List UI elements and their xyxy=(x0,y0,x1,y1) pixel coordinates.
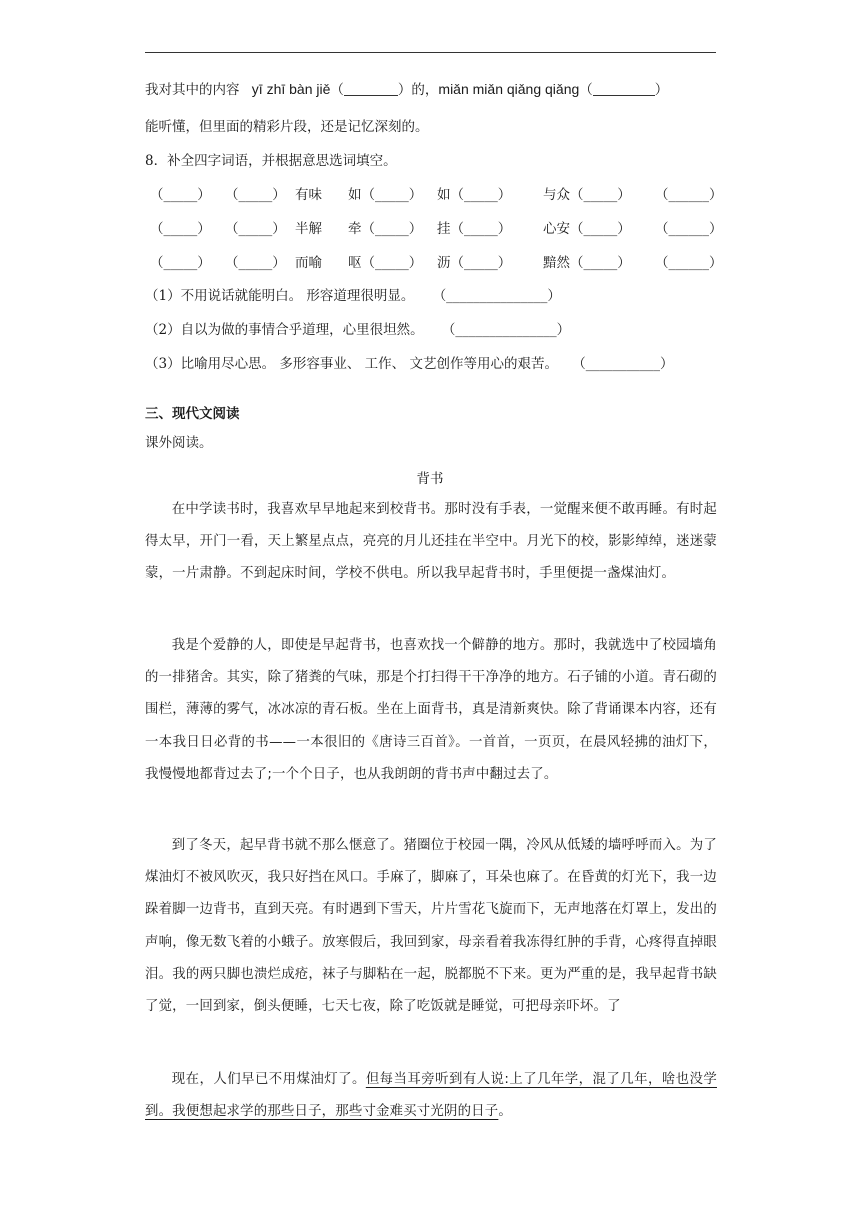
article-paragraph-4 xyxy=(145,1064,717,1128)
grid-cell[interactable]: 如（_____） xyxy=(348,187,423,203)
grid-cell[interactable]: （______） xyxy=(655,255,723,271)
item-text: （3）比喻用尽心思。 多形容事业、 工作、 文艺创作等用心的艰苦。 xyxy=(145,356,558,372)
grid-cell[interactable]: 沥（_____） xyxy=(437,255,512,271)
answer-blank-1[interactable] xyxy=(344,81,398,96)
pinyin-1: yī zhī bàn jiě xyxy=(251,81,331,97)
grid-cell[interactable]: 与众（_____） xyxy=(543,187,631,203)
paren-open-1: （ xyxy=(330,82,344,98)
q8-item-2 xyxy=(145,320,725,340)
grid-cell[interactable]: （_____） xyxy=(225,255,286,271)
grid-cell: 而喻 xyxy=(295,255,322,271)
pinyin-2: miǎn miǎn qiǎng qiǎng xyxy=(438,81,580,97)
article-paragraph-3: 到了冬天，起早背书就不那么惬意了。猪圈位于校园一隅，冷风从低矮的墙呼呼而入。为了煤油灯不被风吹灭，我只好挡在风口。手麻了，脚麻了，耳朵也麻了。在昏黄的灯光下，我一边跺着脚一边背书，直到天亮。有时遇到下雪天，片片雪花飞旋而下，无声地落在灯罩上，发出的声响，像无数飞着的小蛾子。放寒假后，我回到家，母亲看着我冻得红肿的手背，心疼得直掉眼泪。我的两只脚也溃烂成疮，袜子与脚粘在一起，脱都脱不下来。更为严重的是，我早起背书缺了觉，一回到家，倒头便睡，七天七夜，除了吃饭就是睡觉，可把母亲吓坏。了 xyxy=(145,838,717,1015)
section-subheading: 课外阅读。 xyxy=(145,435,213,451)
grid-cell[interactable]: （______） xyxy=(655,187,723,203)
q8-item-1 xyxy=(145,286,725,306)
answer-blank-2[interactable] xyxy=(593,81,655,96)
q7-line-2: 能听懂，但里面的精彩片段，还是记忆深刻的。 xyxy=(145,119,429,135)
underlined-sentence: 但每当耳旁听到有人说:上了几年学，混了几年，啥也没学到。我便想起求学的那些日子，那些寸金难买寸光阴的日子 xyxy=(145,1072,717,1120)
item-answer-blank[interactable]: （_______________） xyxy=(432,288,561,304)
article-paragraph-1: 在中学读书时，我喜欢早早地起来到校背书。那时没有手表，一觉醒来便不敢再睡。有时起得太早，开门一看，天上繁星点点，亮亮的月儿还挂在半空中。月光下的校，影影绰绰，迷迷蒙蒙，一片肃静。不到起床时间，学校不供电。所以我早起背书时，手里便提一盏煤油灯。 xyxy=(145,502,717,582)
grid-cell: 有味 xyxy=(295,187,322,203)
grid-cell[interactable]: （_____） xyxy=(225,221,286,237)
q7-line-1 xyxy=(145,79,725,100)
item-text: （2）自以为做的事情合乎道理，心里很坦然。 xyxy=(145,322,424,338)
grid-cell[interactable]: （_____） xyxy=(150,255,211,271)
grid-cell: 半解 xyxy=(295,221,322,237)
paren-close-2: ） xyxy=(654,82,669,98)
q8-title: 8．补全四字词语，并根据意思选词填空。 xyxy=(145,153,397,169)
q7-prefix: 我对其中的内容 xyxy=(145,82,240,98)
grid-cell[interactable]: （_____） xyxy=(150,221,211,237)
grid-cell[interactable]: （______） xyxy=(655,221,723,237)
section-heading: 三、现代文阅读 xyxy=(145,406,240,422)
paren-open-2: （ xyxy=(579,82,593,98)
paragraph-end-punct: 。 xyxy=(498,1104,512,1120)
item-text: （1）不用说话就能明白。 形容道理很明显。 xyxy=(145,288,415,304)
grid-cell[interactable]: （_____） xyxy=(150,187,211,203)
header-rule xyxy=(145,52,716,53)
item-answer-blank[interactable]: （_______________） xyxy=(441,322,571,338)
grid-cell[interactable]: 如（_____） xyxy=(437,187,512,203)
grid-cell[interactable]: 挂（_____） xyxy=(437,221,512,237)
q8-item-3 xyxy=(145,354,725,374)
grid-cell[interactable]: 呕（_____） xyxy=(348,255,423,271)
grid-cell[interactable]: （_____） xyxy=(225,187,286,203)
q7-mid: 的， xyxy=(411,82,439,98)
grid-cell[interactable]: 黯然（_____） xyxy=(543,255,631,271)
item-answer-blank[interactable]: （___________） xyxy=(572,356,674,372)
grid-cell[interactable]: 心安（_____） xyxy=(543,221,631,237)
paren-close-1: ） xyxy=(397,82,412,98)
article-title: 背书 xyxy=(416,471,444,487)
grid-cell[interactable]: 牵（_____） xyxy=(348,221,423,237)
paragraph-plain-text: 现在，人们早已不用煤油灯了。 xyxy=(171,1072,366,1087)
article-paragraph-2: 我是个爱静的人，即使是早起背书，也喜欢找一个僻静的地方。那时，我就选中了校园墙角的一排猪舍。其实，除了猪粪的气味，那是个打扫得干干净净的地方。石子铺的小道。青石砌的围栏，薄薄的雾气，冰冰凉的青石板。坐在上面背书，真是清新爽快。除了背诵课本内容，还有一本我日日必背的书——一本很旧的《唐诗三百首》。一首首，一页页，在晨风轻拂的油灯下，我慢慢地都背过去了;一个个日子，也从我朗朗的背书声中翻过去了。 xyxy=(145,638,717,782)
